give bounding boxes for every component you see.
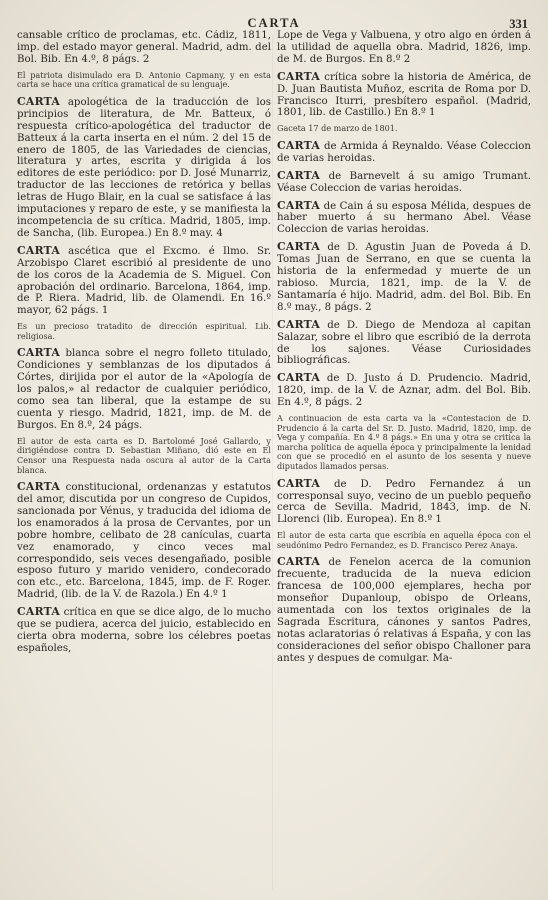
entry-text: ascética que el Excmo. é Ilmo. Sr. Arzobispo Claret escribió al presidente de uno de los coros de la Academia de S. Miguel. Con aprobación del ordinario. Barcelona, 1864, imp. de P. Riera. Madrid, lib. de Olamendi. En 16.º mayor, 62 págs. 1: [17, 245, 271, 317]
right-column: [277, 30, 531, 892]
entry-headword: CARTA: [17, 346, 61, 360]
catalog-entry: [277, 372, 531, 409]
entry-headword: CARTA: [17, 480, 61, 494]
entry-text: crítica en que se dice algo, de lo mucho que se pudiera, acerca del juicio, establecido en cierta obra moderna, sobre los célebres poetas españoles,: [17, 607, 271, 654]
entry-headword: CARTA: [277, 168, 321, 182]
entry-headword: CARTA: [277, 317, 321, 331]
catalog-entry: [17, 30, 271, 66]
entry-headword: CARTA: [17, 243, 61, 257]
entry-text: constitucional, ordenanzas y estatutos del amor, discutida por un congreso de Cupidos, sancionada por Vénus, y traducida del idioma de los enamorados á la prosa de Cervantes, por un pobre hombre, celibato de 28 canículas, cuarta vez enamorado, y cinco veces mal correspondido, seis veces desengañado, posible esposo futuro y marido venidero, condecorado con etc., etc. Barcelona, 1845, imp. de F. Roger. Madrid, (lib. de la V. de Razola.) En 4.º 1: [17, 482, 271, 601]
catalog-entry: [277, 241, 531, 313]
entry-text: Lope de Vega y Valbuena, y otro algo en órden á la utilidad de aquella obra. Madrid, 1826, imp. de M. de Burgos. En 8.º 2: [277, 30, 531, 65]
entry-headword: CARTA: [17, 605, 61, 619]
entry-headword: CARTA: [277, 198, 321, 212]
left-column: [17, 30, 271, 892]
entry-text: de Barnevelt á su amigo Trumant. Véase Coleccion de varias heroidas.: [277, 170, 531, 194]
catalog-entry: [277, 200, 531, 237]
catalog-entry: [277, 170, 531, 195]
entry-headword: CARTA: [17, 94, 61, 108]
page-number: 331: [509, 17, 528, 31]
entry-text: de D. Justo á D. Prudencio. Madrid, 1820, imp. de la V. de Aznar, adm. del Bol. Bib. En 4.º, 8 págs. 2: [277, 373, 531, 409]
entry-text: cansable crítico de proclamas, etc. Cádiz, 1811, imp. del estado mayor general. Madrid, adm. del Bol. Bib. En 4.º, 8 págs. 2: [17, 30, 271, 65]
catalog-entry: [17, 481, 271, 601]
entry-text: de D. Diego de Mendoza al capitan Salazar, sobre el libro que escribió de la derrota de los sajones. Véase Curiosidades bibliográficas.: [277, 319, 531, 367]
entry-note: Es un precioso tratadito de dirección espiritual. Lib. religiosa.: [17, 321, 271, 341]
column-gutter: [272, 35, 273, 890]
catalog-entry: [17, 347, 271, 431]
catalog-entry: [277, 556, 531, 664]
catalog-entry: [277, 30, 531, 66]
catalog-entry: [277, 478, 531, 527]
entry-text: apologética de la traducción de los principios de literatura, de Mr. Batteux, ó respuesta crítico-apologética del traductor de Batteux á la carta inserta en el núm. 2 del 15 de enero de 1805, de las Variedades de ciencias, literatura y artes, escrita y dirigida á los editores de este periódico: por D. José Munarriz, traductor de las lecciones de retórica y bellas letras de Hugo Blair, en la cual se satisface á las imputaciones y reparo de este, y se manifiesta la incompetencia de su crítica. Madrid, 1805, imp. de Sancha, (lib. Europea.) En 8.º may. 4: [17, 96, 271, 239]
entry-text: de Cain á su esposa Mélida, despues de haber muerto á su hermano Abel. Véase Coleccion de varias heroidas.: [277, 200, 531, 236]
entry-headword: CARTA: [277, 240, 321, 254]
running-head: CARTA: [247, 16, 301, 30]
catalog-entry: [17, 245, 271, 317]
entry-headword: CARTA: [277, 476, 321, 490]
entry-text: de Armida á Reynaldo. Véase Coleccion de varias heroidas.: [277, 140, 531, 164]
entry-note: Gaceta 17 de marzo de 1801.: [277, 123, 398, 134]
catalog-entry: [277, 71, 531, 120]
entry-headword: CARTA: [277, 555, 321, 569]
catalog-entry: [277, 140, 531, 165]
catalog-entry: [277, 319, 531, 368]
entry-note: El autor de esta carta es D. Bartolomé José Gallardo, y dirigiéndose contra D. Sebastian Miñano, dió este en El Censor una Respuesta nada oscura al autor de la Carta blanca.: [17, 435, 271, 475]
entry-headword: CARTA: [277, 69, 321, 83]
catalog-entry: [17, 96, 271, 240]
entry-note: A continuacion de esta carta va la «Contestacion de D. Prudencio á la carta del Sr. D. Justo. Madrid, 1820, imp. de Vega y compañía. En 4.º 8 págs.» En una y otra se critica la marcha política de aquella época y principalmente la lenidad con que se procedió en el asunto de los sesenta y nueve diputados llamados persas.: [277, 413, 531, 472]
entry-text: crítica sobre la historia de América, de D. Juan Bautista Muñoz, escrita de Roma por D. Francisco Iturri, presbítero español. (Madrid, 1801, lib. de Castillo.) En 8.º 1: [277, 71, 531, 119]
entry-headword: CARTA: [277, 371, 321, 385]
entry-text: de D. Pedro Fernandez á un corresponsal suyo, vecino de un pueblo pequeño cerca de Sevilla. Madrid, 1843, imp. de N. Llorenci (lib. Europea). En 8.º 1: [277, 478, 531, 526]
entry-note: El patriota disimulado era D. Antonio Capmany, y en esta carta se hace una crítica gramatical de su lenguaje.: [17, 69, 271, 90]
entry-text: blanca sobre el negro folleto titulado, Condiciones y semblanzas de los diputados á Córtes, dirijida por el autor de la «Apología de los palos,» al redactor de cualquier periódico, como sea tan liberal, que la estampe de su cuenta y riesgo. Madrid, 1821, imp. de M. de Burgos. En 8.º, 24 págs.: [17, 348, 271, 431]
entry-note: El autor de esta carta que escribía en aquella época con el seudónimo Pedro Fernandez, es D. Francisco Perez Anaya.: [277, 530, 531, 550]
entry-text: de Fenelon acerca de la comunion frecuente, traducida de la nueva edicion francesa de 100,000 ejemplares, hecha por monseñor Dupanloup, obispo de Orleans, aumentada con los textos originales de la Sagrada Escritura, cánones y santos Padres, notas aclaratorias ó relativas á España, y con las consideraciones del señor obispo Challoner para antes y despues de comulgar. Ma-: [277, 557, 531, 664]
entry-text: de D. Agustin Juan de Poveda á D. Tomas Juan de Serrano, en que se cuenta la historia de la enfermedad y muerte de un rabioso. Murcia, 1821, imp. de la V. de Santamaría é hijo. Madrid, adm. del Bol. Bib. En 8.º may., 8 págs. 2: [277, 242, 531, 313]
catalog-entry: [17, 606, 271, 655]
entry-headword: CARTA: [277, 138, 321, 152]
